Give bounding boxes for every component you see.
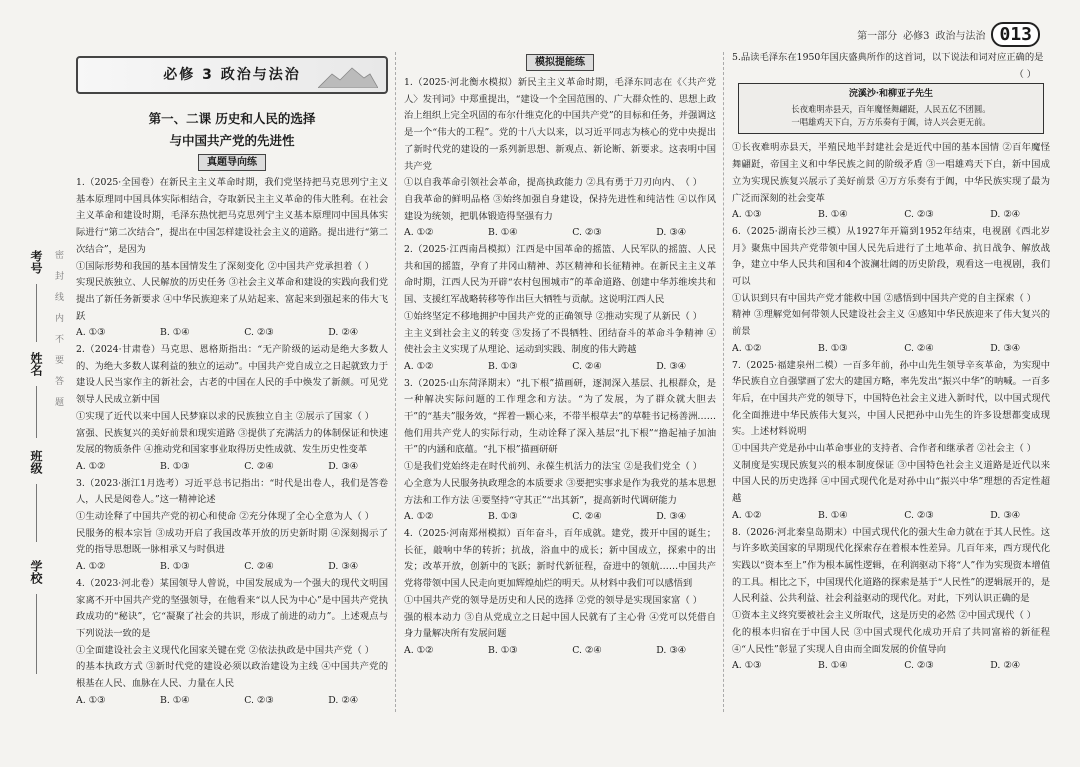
choice-c: C. ②④ bbox=[572, 360, 602, 372]
question-stem: 2.（2024·甘肃卷）马克思、恩格斯指出：“无产阶级的运动是绝大多数人的、为绝大多数人谋利益的独立的运动”。中国共产党自成立之日起就致力于建设人民当家作主的新社会，古老的中国在人民的手中焕发了新颜。可见党领导人民成立新中国 bbox=[76, 344, 388, 406]
choice-d: D. ②④ bbox=[328, 694, 358, 706]
choice-b: B. ①③ bbox=[488, 644, 518, 656]
answer-choices bbox=[404, 359, 716, 376]
choice-a: A. ①③ bbox=[732, 209, 762, 221]
exam-no-line bbox=[36, 284, 37, 342]
answer-choices bbox=[732, 341, 1050, 358]
answer-choices bbox=[404, 225, 716, 242]
choice-c: C. ②③ bbox=[904, 509, 934, 521]
question-stem: 7.（2025·福建泉州二模）一百多年前，孙中山先生领导辛亥革命，为实现中华民族自立自强擘画了宏大的建国方略，率先发出“振兴中华”的呐喊。一百多年后，在中国共产党的领导下，中国特色社会主义进入新时代，以中国式现代化全面推进中华民族伟大复兴，中国人民把孙中山先生的许多设想都变成现实。上述材料说明 bbox=[732, 359, 1050, 438]
question-3 bbox=[404, 376, 716, 526]
choice-b: B. ①③ bbox=[488, 360, 518, 372]
question-stem: 1.（2025·全国卷）在新民主主义革命时期，我们党坚持把马克思列宁主义基本原理同中国具体实际相结合，夺取新民主主义革命的伟大胜利。在社会主义革命和建设时期，毛泽东热忱把马克思列宁主义基本原理同中国具体实际进行“第二次结合”，提出在中国怎样建设社会主义的道路。提出进行“第二次结合”，是因为 bbox=[76, 177, 388, 255]
question-stem: 3.（2025·山东菏泽期末）“扎下根”描画研，逐洞深入基层、扎根群众，是一种解决实际问题的工作理念和方法。“为了发展，为了群众就大胆去干”的“基夫”服务效，“挥着一颗心来，不带半根草去”的草鞋书记杨善洲……他们用共产党人的实际行动，生动诠释了深入基层“扎下根”“撸起袖子加油干”的内涵和底蕴。“扎下根”描画研研 bbox=[404, 377, 716, 456]
section-tag: 模拟提能练 bbox=[526, 54, 594, 71]
mountain-icon bbox=[318, 66, 378, 88]
question-options: ①始终坚定不移地拥护中国共产党的正确领导 ②推动实现了从新民主主义到社会主义的转变 ③发扬了不畏牺牲、团结奋斗的革命斗争精神 ④使社会主义实现了从理论、运动到实践、制度的伟大跨越 bbox=[404, 310, 716, 356]
poem-line: 长夜难明赤县天，百年魔怪舞翩跹，人民五亿不团圆。 bbox=[791, 104, 991, 115]
field-name-label: 姓名 bbox=[29, 352, 43, 376]
column-1 bbox=[76, 50, 388, 710]
question-options: ①资本主义终究要被社会主义所取代，这是历史的必然 ②中国式现代化的根本归宿在于中国人民 ③中国式现代化成功开启了共同富裕的新征程 ④“人民性”彰显了实现人自由而全面发展的价值导向 bbox=[732, 610, 1050, 655]
question-stem: 6.（2025·湖南长沙三模）从1927年开篇到1952年结束，电视剧《西北岁月》聚焦中国共产党带领中国人民先后进行了土地革命、抗日战争、解放战争，建立中华人民共和国和4个波澜壮阔的历史阶段，观看这一电视剧，我们可以 bbox=[732, 225, 1050, 288]
answer-choices bbox=[732, 207, 1050, 224]
section-tag: 真题导向练 bbox=[198, 154, 266, 171]
answer-choices bbox=[76, 559, 388, 576]
question-options: ①长夜难明赤县天，半殖民地半封建社会是近代中国的基本国情 ②百年魔怪舞翩跹，帝国主义和中华民族之间的阶级矛盾 ③一唱雄鸡天下白，新中国成立为实现民族复兴展示了美好前景 ④万方乐奏有于阗，中华民族实现了最为广泛而深刻的社会变革 bbox=[732, 142, 1050, 204]
choice-a: A. ①③ bbox=[732, 660, 762, 672]
answer-blank: （ ） bbox=[680, 310, 702, 322]
choice-d: D. ③④ bbox=[990, 509, 1020, 521]
choice-a: A. ①② bbox=[404, 644, 434, 656]
question-stem: 1.（2025·河北衡水模拟）新民主主义革命时期，毛泽东同志在《〈共产党人〉发刊词》中郑重提出，“建设一个全国范围的、广大群众性的、思想上政治上组织上完全巩固的布尔什维克化的中国共产党”的目标和任务，并强调这是一个“伟大的工程”。党的十八大以来，以习近平同志为核心的党中央提出了新时代党的建设的一系列新思想、新观点、新论断、新要求。这表明中国共产党 bbox=[404, 77, 716, 172]
answer-blank: （ ） bbox=[680, 177, 702, 189]
question-options: ①实现了近代以来中国人民梦寐以求的民族独立自主 ②展示了国家富强、民族复兴的美好前景和现实道路 ③提供了充满活力的体制保证和快速发展的物质条件 ④推动党和国家事业取得历史性成就、发生历史性变革 bbox=[76, 410, 388, 456]
choice-d: D. ③④ bbox=[656, 644, 686, 656]
page-number: 013 bbox=[991, 22, 1040, 47]
answer-blank: （ ） bbox=[1014, 443, 1036, 455]
poem-title: 浣溪沙·和柳亚子先生 bbox=[848, 89, 934, 100]
question-6 bbox=[732, 224, 1050, 358]
choice-a: A. ①② bbox=[732, 509, 762, 521]
choice-b: B. ①④ bbox=[818, 209, 848, 221]
choice-c: C. ②③ bbox=[904, 209, 934, 221]
question-2 bbox=[76, 342, 388, 476]
column-2 bbox=[404, 50, 716, 660]
chapter-title-line1: 第一、二课 历史和人民的选择 bbox=[148, 111, 316, 126]
choice-b: B. ①④ bbox=[818, 509, 848, 521]
answer-blank: （ ） bbox=[1014, 610, 1036, 622]
column-3 bbox=[732, 50, 1050, 675]
choice-d: D. ②④ bbox=[990, 660, 1020, 672]
choice-a: A. ①③ bbox=[76, 694, 106, 706]
question-stem: 4.（2025·河南郑州模拟）百年奋斗，百年成就。建党，拨开中国的诞生；长征，敲响中华的转折；抗战，浴血中的成长；新中国成立，探索中的出发；改革开放，创新中的飞跃；新时代新征程，奋进中的领航……中国共产党将带领中国人民走向更加辉煌灿烂的明天。从材料中我们可以感悟到 bbox=[404, 527, 716, 590]
question-8 bbox=[732, 525, 1050, 675]
header-part: 第一部分 bbox=[857, 31, 898, 42]
question-options: ①是我们党始终走在时代前列、永葆生机活力的法宝 ②是我们党全心全意为人民服务执政理念的本质要求 ③要把实事求是作为我党的基本思想方法和工作方法 ④要坚持“守其正”“出其新”，提高新时代调研能力 bbox=[404, 461, 716, 506]
answer-blank: （ ） bbox=[680, 594, 702, 606]
answer-blank: （ ） bbox=[352, 644, 374, 656]
choice-c: C. ②④ bbox=[244, 460, 274, 472]
question-1 bbox=[76, 175, 388, 342]
question-stem: 3.（2023·浙江1月选考）习近平总书记指出：“时代是出卷人，我们是答卷人，人民是阅卷人。”这一精神论述 bbox=[76, 477, 388, 506]
choice-a: A. ①② bbox=[76, 460, 106, 472]
choice-a: A. ①② bbox=[404, 360, 434, 372]
choice-d: D. ②④ bbox=[990, 209, 1020, 221]
choice-c: C. ②③ bbox=[244, 694, 274, 706]
answer-blank: （ ） bbox=[680, 461, 702, 473]
chapter-title-line2: 与中国共产党的先进性 bbox=[169, 133, 295, 148]
choice-d: D. ③④ bbox=[656, 360, 686, 372]
field-school-label: 学校 bbox=[29, 560, 43, 584]
choice-b: B. ①④ bbox=[818, 660, 848, 672]
choice-b: B. ①④ bbox=[160, 694, 190, 706]
choice-b: B. ①③ bbox=[160, 561, 190, 573]
answer-blank: （ ） bbox=[1014, 68, 1036, 80]
question-options: ①全面建设社会主义现代化国家关键在党 ②依法执政是中国共产党的基本执政方式 ③新时代党的建设必须以政治建设为主线 ④中国共产党的根基在人民、血脉在人民、力量在人民 bbox=[76, 644, 388, 690]
choice-b: B. ①④ bbox=[488, 227, 518, 239]
answer-choices bbox=[732, 658, 1050, 675]
chapter-title bbox=[76, 108, 388, 152]
name-line bbox=[36, 386, 37, 438]
question-stem: 5.品读毛泽东在1950年国庆盛典所作的这首词，以下说法和词对应正确的是 bbox=[732, 52, 1044, 63]
poem-box bbox=[738, 83, 1044, 134]
question-options: ①认识到只有中国共产党才能救中国 ②感悟到中国共产党的自主探索精神 ③理解党如何带领人民建设社会主义 ④感知中华民族迎来了伟大复兴的前景 bbox=[732, 292, 1050, 338]
question-options: ①以自我革命引领社会革命，提高执政能力 ②具有勇于刀刃向内、自我革命的鲜明品格 ③始终加强自身建设，保持先进性和纯洁性 ④以作风建设为统领，把肌体锻造得坚强有力 bbox=[404, 177, 716, 222]
header-book: 必修3 bbox=[903, 31, 930, 42]
choice-c: C. ②④ bbox=[572, 511, 602, 523]
question-7 bbox=[732, 358, 1050, 525]
choice-a: A. ①③ bbox=[76, 327, 106, 339]
choice-c: C. ②④ bbox=[572, 644, 602, 656]
choice-b: B. ①③ bbox=[488, 511, 518, 523]
choice-a: A. ①② bbox=[404, 511, 434, 523]
field-exam-no-label: 考号 bbox=[29, 250, 43, 274]
module-title: 必修 3 政治与法治 bbox=[163, 66, 301, 83]
question-stem: 2.（2025·江西南昌模拟）江西是中国革命的摇篮、人民军队的摇篮、人民共和国的摇篮，孕育了井冈山精神、苏区精神和长征精神。在新民主主义革命时期，江西人民为开辟“农村包围城市”的革命道路、创建中华苏维埃共和国、支援红军战略转移等作出巨大牺牲与贡献。这说明江西人民 bbox=[404, 244, 716, 306]
choice-c: C. ②④ bbox=[904, 342, 934, 354]
choice-d: D. ③④ bbox=[990, 342, 1020, 354]
answer-choices bbox=[732, 508, 1050, 525]
answer-blank: （ ） bbox=[352, 410, 374, 422]
choice-b: B. ①③ bbox=[818, 342, 848, 354]
choice-c: C. ②③ bbox=[244, 327, 274, 339]
choice-b: B. ①③ bbox=[160, 460, 190, 472]
binding-strip bbox=[0, 240, 63, 740]
header-topic: 政治与法治 bbox=[935, 31, 986, 42]
choice-c: C. ②④ bbox=[244, 561, 274, 573]
choice-d: D. ③④ bbox=[328, 561, 358, 573]
answer-blank: （ ） bbox=[352, 260, 374, 272]
poem-line: 一唱雄鸡天下白，万方乐奏有于阗，诗人兴会更无前。 bbox=[791, 117, 991, 128]
answer-blank: （ ） bbox=[1014, 292, 1036, 304]
column-divider bbox=[395, 52, 396, 712]
choice-a: A. ①② bbox=[404, 227, 434, 239]
class-line bbox=[36, 484, 37, 542]
question-options: ①国际形势和我国的基本国情发生了深刻变化 ②中国共产党承担着实现民族独立、人民解放的历史任务 ③社会主义革命和建设的实践向我们党提出了新任务新要求 ④中华民族迎来了从站起来、富起来到强起来的伟大飞跃 bbox=[76, 260, 388, 322]
question-options: ①中国共产党的领导是历史和人民的选择 ②党的领导是实现国家富强的根本动力 ③自从党成立之日起中国人民就有了主心骨 ④党可以凭借自身力量解决所有发展问题 bbox=[404, 594, 716, 640]
question-5 bbox=[732, 50, 1050, 224]
column-divider bbox=[723, 52, 724, 712]
question-4 bbox=[76, 576, 388, 710]
field-class-label: 班级 bbox=[29, 450, 43, 474]
question-stem: 8.（2026·河北秦皇岛期末）中国式现代化的强大生命力就在于其人民性。这与许多欧美国家的早期现代化探索存在着根本性差异。几百年来，西方现代化实践以“资本至上”作为根本属性逻辑，在利润驱动下将“人”作为实现资本增值的工具。相比之下，中国现代化道路的探索是基于“人民性”的逻辑展开的，是人民利益、公共利益、社会利益驱动的现代化。对此，下列认识正确的是 bbox=[732, 526, 1050, 605]
choice-d: D. ③④ bbox=[328, 460, 358, 472]
seal-line-text: 密封线内不要答题 bbox=[53, 250, 63, 418]
answer-choices bbox=[76, 459, 388, 476]
choice-a: A. ①② bbox=[732, 342, 762, 354]
answer-choices bbox=[76, 325, 388, 342]
choice-a: A. ①② bbox=[76, 561, 106, 573]
question-stem: 4.（2023·河北卷）某国领导人曾说，中国发展成为一个强大的现代文明国家离不开中国共产党的坚强领导，在他看来“以人民为中心”是中国共产党执政成功的“秘诀”，它“凝聚了社会的共识，形成了前进的动力”。上述观点与下列说法一致的是 bbox=[76, 577, 388, 639]
choice-b: B. ①④ bbox=[160, 327, 190, 339]
answer-blank: （ ） bbox=[352, 511, 374, 523]
choice-d: D. ③④ bbox=[656, 511, 686, 523]
question-4 bbox=[404, 526, 716, 660]
question-options: ①生动诠释了中国共产党的初心和使命 ②充分体现了全心全意为人民服务的根本宗旨 ③成功开启了我国改革开放的历史新时期 ④深刻揭示了党的指导思想既一脉相承又与时俱进 bbox=[76, 511, 388, 556]
question-3 bbox=[76, 476, 388, 576]
question-2 bbox=[404, 242, 716, 376]
choice-d: D. ③④ bbox=[656, 227, 686, 239]
module-banner bbox=[76, 56, 388, 94]
answer-choices bbox=[404, 509, 716, 526]
answer-choices bbox=[76, 693, 388, 710]
question-1 bbox=[404, 75, 716, 242]
page-header bbox=[857, 22, 1040, 47]
answer-choices bbox=[404, 643, 716, 660]
question-options: ①中国共产党是孙中山革命事业的支持者、合作者和继承者 ②社会主义制度是实现民族复兴的根本制度保证 ③中国特色社会主义道路是近代以来中国人民的历史选择 ④中国式现代化是对孙中山“振兴中华”理想的否定性超越 bbox=[732, 443, 1050, 505]
choice-c: C. ②③ bbox=[904, 660, 934, 672]
choice-c: C. ②③ bbox=[572, 227, 602, 239]
school-line bbox=[36, 594, 37, 674]
choice-d: D. ②④ bbox=[328, 327, 358, 339]
